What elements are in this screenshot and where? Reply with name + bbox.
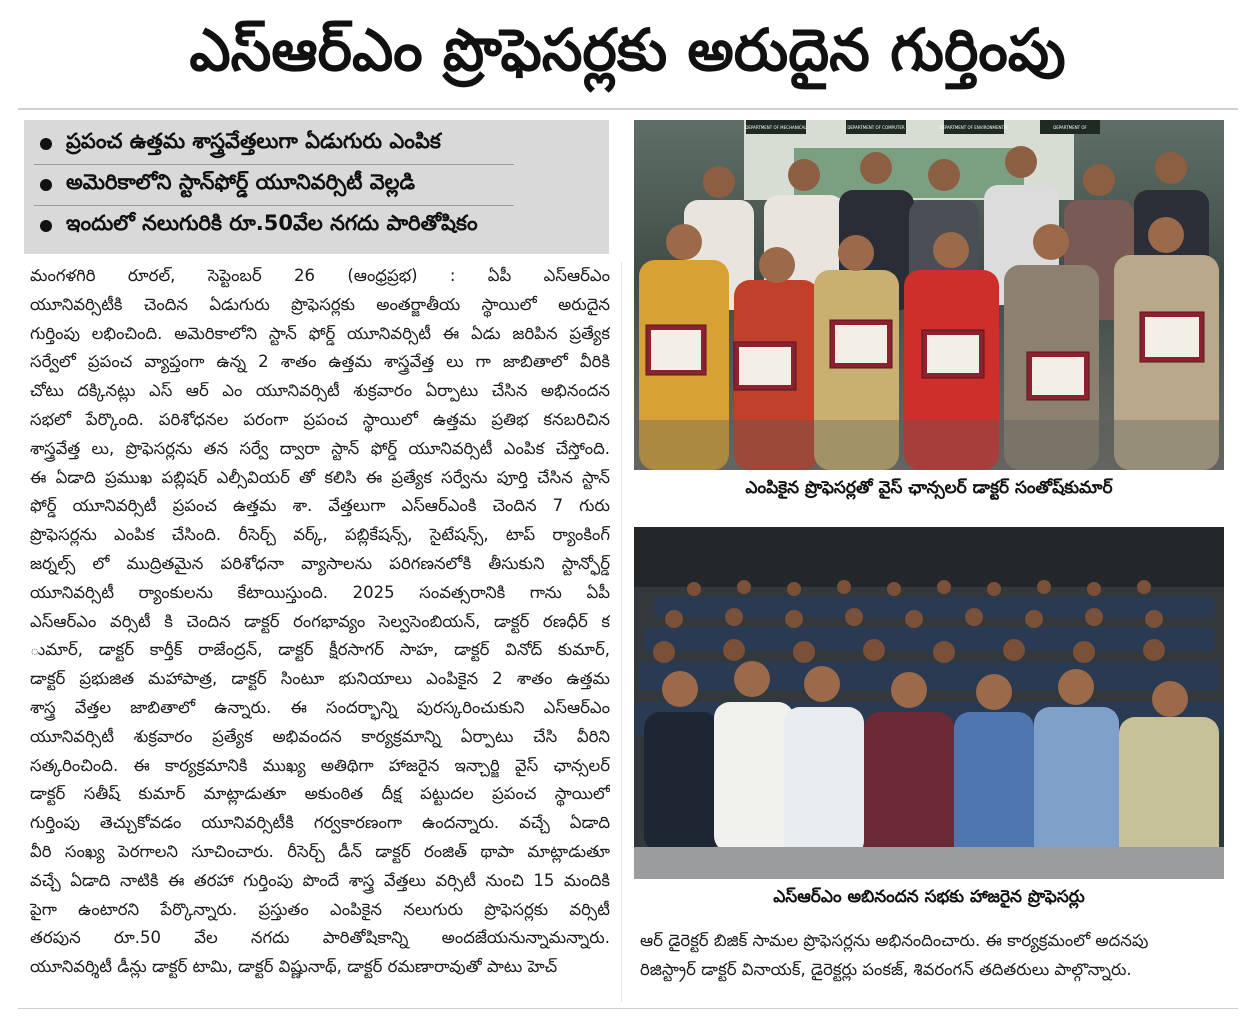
article-line: సత్కరించింది. ఈ కార్యక్రమానికి ముఖ్య అతిథిగా హాజరైన ఇన్చార్జి వైస్ ఛాన్సలర్ <box>30 755 610 775</box>
photo-caption: ఎంపికైన ప్రొఫెసర్లతో వైస్ ఛాన్సలర్ డాక్టర్ సంతోష్‌కుమార్ <box>745 478 1113 498</box>
article-line: ుమార్, డాక్టర్ కార్తీక్ రాజేంద్రన్, డాక్టర్ క్షీరసాగర్ సాహ, డాక్టర్ వినోద్ కుమార్, <box>30 640 610 660</box>
bullet-icon <box>40 220 52 232</box>
article-line: వీరి సంఖ్య పెరగాలని సూచించారు. రీసెర్చ్ డీన్ డాక్టర్ రంజిత్ థాపా మాట్లాడుతూ <box>30 841 610 861</box>
article-line: శాస్త్రవేత్త లు, ప్రొఫెసర్లను తన సర్వే ద్వారా స్టాన్ ఫోర్డ్ యూనివర్సిటీ ఎంపిక చేస్తోంది. <box>30 438 610 458</box>
article-line: రిజిస్ట్రార్ డాక్టర్ వినాయక్, డైరెక్టర్లు పంకజ్, శివరంగన్ తదితరులు పాల్గొన్నారు. <box>640 959 1132 979</box>
highlight-item <box>34 206 594 246</box>
banner-label: DEPARTMENT OF COMPUTER <box>847 125 905 130</box>
photo-caption: ఎస్ఆర్ఎం అబినందన సభకు హాజరైన ప్రొఫెసర్లు <box>773 887 1085 907</box>
audience-photo <box>634 527 1224 879</box>
article-line: యూనివర్సిటీ ర్యాంకులను కేటాయిస్తుంది. 2025 సంవత్సరానికి గాను ఏపీ <box>30 582 610 602</box>
article-line: జర్నల్స్ లో ముద్రితమైన పరిశోధనా వ్యాసాలను పరిగణనలోకి తీసుకుని స్టాన్ఫోర్డ్ <box>30 553 610 573</box>
divider <box>18 1008 1238 1009</box>
banner-label: DEPARTMENT OF MECHANICAL <box>745 125 807 130</box>
article-line: వచ్చే ఏడాది నాటికి ఈ తరహా గుర్తింపు పొందే శాస్త్ర వేత్తలు వర్సిటీ నుంచి 15 మందికి <box>30 870 610 890</box>
highlight-text: అమెరికాలోని స్టాన్‌ఫోర్డ్ యూనివర్సిటీ వెల్లడి <box>66 170 416 194</box>
article-line: శాస్త్ర వేత్తల జాబితాలో ఉన్నారు. ఈ సందర్భాన్ని పురస్కరించుకుని ఎస్ఆర్ఎం <box>30 697 610 717</box>
article-line: ఆర్ డైరెక్టర్ బిజిక్ సామల ప్రొఫెసర్లను అభినందించారు. ఈ కార్యక్రమంలో అదనపు <box>640 931 1149 950</box>
article-line: సర్వేలో ప్రపంచ వ్యాప్తంగా ఉన్న 2 శాతం ఉత్తమ శాస్త్రవేత్త లు గా జాబితాలో వీరికి <box>30 352 610 372</box>
highlight-item <box>34 165 514 206</box>
article-line: ప్రొఫెసర్లను ఎంపిక చేసింది. రీసెర్చ్ వర్క్, పబ్లికేషన్స్, సైటేషన్స్, టాప్ ర్యాంకింగ్ <box>30 525 610 545</box>
article-line: పైగా ఉంటారని పేర్కొన్నారు. ప్రస్తుతం ఎంపికైన నలుగురు ప్రొఫెసర్లకు వర్సిటీ <box>30 899 610 919</box>
article-line: ఎస్ఆర్ఎం వర్సిటీ కి చెందిన డాక్టర్ రంగభావ్యం సెల్వసెంబియన్, డాక్టర్ రణధీర్ క <box>30 611 610 631</box>
bullet-icon <box>40 138 52 150</box>
article-line: యూనివర్సిటీ శుక్రవారం ప్రత్యేక అభివందన కార్యక్రమాన్ని ఏర్పాటు చేసి వీరిని <box>30 726 610 746</box>
highlight-text: ఇందులో నలుగురికి రూ.50వేల నగదు పారితోషికం <box>66 211 478 235</box>
group-photo-illustration <box>634 120 1224 470</box>
highlight-item <box>34 124 514 165</box>
group-photo-professors <box>634 120 1224 470</box>
article-continuation <box>640 927 1220 985</box>
article-line: గుర్తింపు తెచ్చుకోవడం యూనివర్సిటీకి గర్వకారణంగా ఉందన్నారు. వచ్చే ఏడాది <box>30 813 610 833</box>
banner-label: DEPARTMENT OF <box>1053 125 1087 130</box>
column-divider <box>621 262 622 1002</box>
article-line: యూనివర్సిటీకి చెందిన ఏడుగురు ప్రొఫెసర్లకు అంతర్జాతీయ స్థాయిలో అరుదైన <box>30 294 610 314</box>
article-line: ఈ ఏడాది ప్రముఖ పబ్లిషర్ ఎల్సీవియర్ తో కలిసి ఈ ప్రత్యేక సర్వేను పూర్తి చేసిన స్టాన్ <box>30 467 610 487</box>
audience-photo-illustration <box>634 527 1224 879</box>
article-line: తరపున రూ.50 వేల నగదు పారితోషికాన్ని అందజేయనున్నామన్నారు. <box>30 928 610 948</box>
highlight-text: ప్రపంచ ఉత్తమ శాస్త్రవేత్తలుగా ఏడుగురు ఎంపిక <box>66 129 441 153</box>
highlights-box <box>24 120 609 254</box>
article-line: డాక్టర్ ప్రభుజిత మహాపాత్ర, డాక్టర్ సింటూ భునియాలు ఎంపికైన 2 శాతం ఉత్తమ <box>30 669 610 689</box>
article-line: సభలో పేర్కొంది. పరిశోధనల పరంగా ప్రపంచ స్థాయిలో ఉత్తమ ప్రతిభ కనబరిచిన <box>30 409 610 429</box>
bullet-icon <box>40 179 52 191</box>
article-line: ఫోర్డ్ యూనివర్సిటీ ప్రపంచ ఉత్తమ శా. వేత్తలుగా ఎస్ఆర్ఎంకి చెందిన 7 గురు <box>30 496 610 516</box>
article-body <box>30 262 610 982</box>
page-title: ఎస్ఆర్ఎం ప్రొఫెసర్లకు అరుదైన గుర్తింపు <box>189 15 1066 84</box>
article-line: మంగళగిరి రూరల్, సెప్టెంబర్ 26 (ఆంధ్రప్రభ) : ఏపీ ఎస్ఆర్ఎం <box>30 266 610 285</box>
banner-label: DEPARTMENT OF ENVIRONMENTAL <box>939 125 1009 130</box>
divider <box>18 108 1238 110</box>
article-line: గుర్తింపు లభించింది. అమెరికాలోని స్టాన్ ఫోర్డ్ యూనివర్సిటీ ఈ ఏడు జరిపిన ప్రత్యేక <box>30 323 610 343</box>
article-line: చోటు దక్కినట్లు ఎస్ ఆర్ ఎం యూనివర్సిటీ శుక్రవారం ఏర్పాటు చేసిన అభినందన <box>30 381 610 401</box>
article-line: యూనివర్శిటీ డీన్లు డాక్టర్ టామి, డాక్టర్ విష్ణునాథ్, డాక్టర్ రమణారావుతో పాటు హెచ్ <box>30 957 558 977</box>
article-line: డాక్టర్ సతీష్ కుమార్ మాట్లాడుతూ అకుంఠిత దీక్ష పట్టుదల ప్రపంచ స్థాయిలో <box>30 784 610 804</box>
